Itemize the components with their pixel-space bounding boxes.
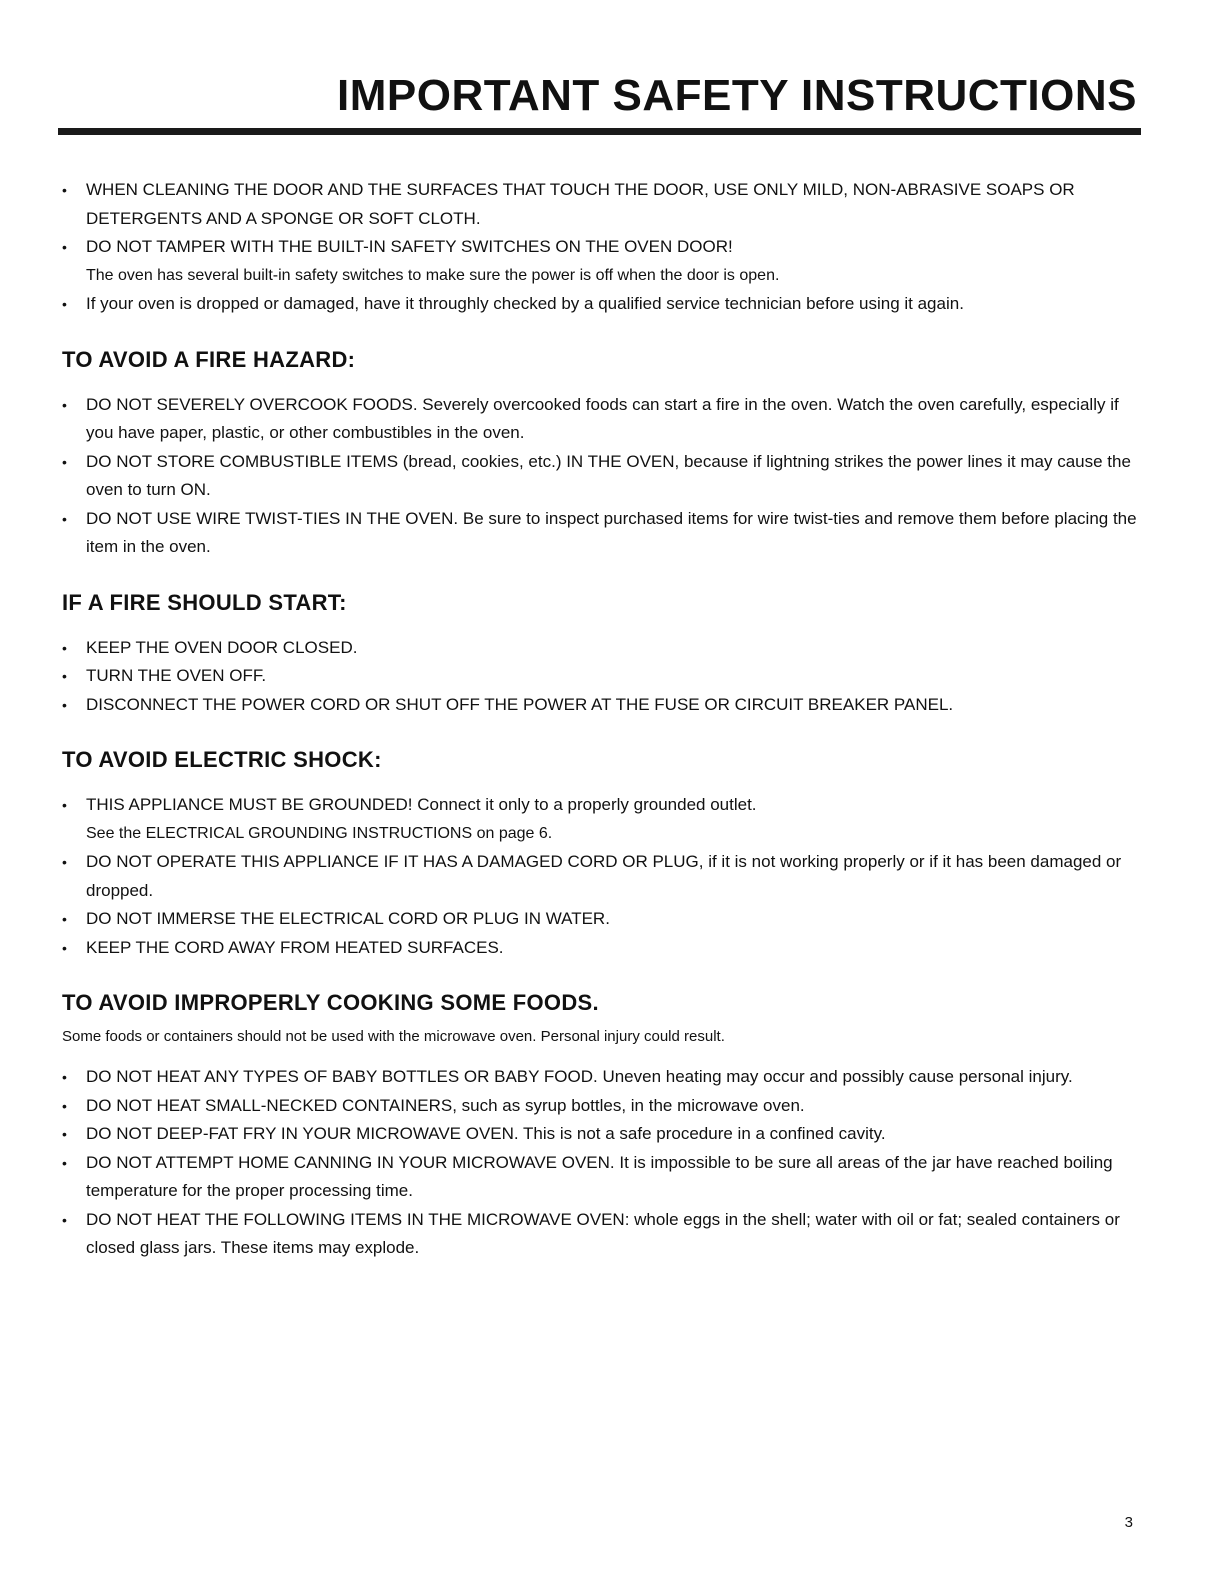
- section-heading: TO AVOID A FIRE HAZARD:: [62, 346, 356, 372]
- list-item-note: The oven has several built-in safety switches to make sure the power is off when the door is open.: [86, 266, 780, 284]
- list-item-text: If your oven is dropped or damaged, have it throughly checked by a qualified service technician before using it again.: [86, 294, 964, 313]
- bullet-dot-icon: •: [62, 239, 67, 255]
- list-item: [62, 1092, 1137, 1121]
- bullet-dot-icon: •: [62, 296, 67, 312]
- list-item-text: TURN THE OVEN OFF.: [86, 666, 267, 685]
- bullet-dot-icon: •: [62, 939, 67, 956]
- list-item: [62, 391, 1137, 448]
- list-item-text: DO NOT USE WIRE TWIST-TIES IN THE OVEN. Be sure to inspect purchased items for wire twist-ties and remove them before placing the item in the oven.: [86, 508, 1137, 556]
- bullet-dot-icon: •: [62, 639, 67, 656]
- bullet-dot-icon: •: [62, 1154, 67, 1171]
- list-item-text: KEEP THE CORD AWAY FROM HEATED SURFACES.: [86, 937, 504, 957]
- list-item: [62, 290, 1137, 319]
- section: [62, 590, 1137, 720]
- bullet-list: [62, 391, 1137, 562]
- section: [62, 347, 1137, 562]
- list-item: [62, 1149, 1137, 1206]
- section: [62, 747, 1137, 962]
- section-heading: IF A FIRE SHOULD START:: [62, 589, 347, 615]
- list-item: [62, 934, 1137, 963]
- list-item-text: DO NOT DEEP-FAT FRY IN YOUR MICROWAVE OVEN. This is not a safe procedure in a confined cavity.: [86, 1124, 886, 1143]
- bullet-dot-icon: •: [62, 1069, 67, 1085]
- list-item: [62, 791, 1137, 848]
- list-item-text: DO NOT SEVERELY OVERCOOK FOODS. Severely overcooked foods can start a fire in the oven. Watch the oven carefully, especially if you have paper, plastic, or other combustibles in the oven.: [86, 394, 1119, 442]
- list-item: [62, 848, 1137, 905]
- list-item-text: THIS APPLIANCE MUST BE GROUNDED! Connect it only to a properly grounded outlet.: [86, 795, 757, 814]
- list-item-text: DO NOT IMMERSE THE ELECTRICAL CORD OR PLUG IN WATER.: [86, 909, 610, 928]
- list-item: [62, 691, 1137, 720]
- section: [62, 176, 1137, 319]
- bullet-dot-icon: •: [62, 854, 67, 870]
- bullet-dot-icon: •: [62, 182, 67, 198]
- bullet-dot-icon: •: [62, 453, 67, 470]
- page-title: IMPORTANT SAFETY INSTRUCTIONS: [337, 71, 1137, 120]
- list-item: [62, 1063, 1137, 1092]
- bullet-list: [62, 791, 1137, 962]
- list-item: [62, 233, 1137, 290]
- bullet-list: [62, 176, 1137, 319]
- list-item-text: DO NOT HEAT ANY TYPES OF BABY BOTTLES OR BABY FOOD. Uneven heating may occur and possibly cause personal injury.: [86, 1067, 1073, 1086]
- list-item: [62, 505, 1137, 562]
- list-item-text: DO NOT ATTEMPT HOME CANNING IN YOUR MICROWAVE OVEN. It is impossible to be sure all areas of the jar have reached boiling temperature for the proper processing time.: [86, 1152, 1113, 1200]
- bullet-dot-icon: •: [62, 911, 67, 927]
- list-item-text: DO NOT HEAT SMALL-NECKED CONTAINERS, such as syrup bottles, in the microwave oven.: [86, 1095, 805, 1115]
- list-item-text: DO NOT STORE COMBUSTIBLE ITEMS (bread, cookies, etc.) IN THE OVEN, because if lightning strikes the power lines it may cause the oven to turn ON.: [86, 451, 1131, 499]
- bullet-dot-icon: •: [62, 797, 67, 813]
- list-item: [62, 634, 1137, 663]
- section-heading: TO AVOID ELECTRIC SHOCK:: [62, 747, 382, 772]
- safety-instructions-body: [62, 176, 1137, 1263]
- list-item: [62, 1120, 1137, 1149]
- section: [62, 990, 1137, 1263]
- list-item-note: See the ELECTRICAL GROUNDING INSTRUCTIONS on page 6.: [86, 824, 553, 842]
- list-item: [62, 905, 1137, 934]
- title-divider: [58, 128, 1141, 135]
- bullet-dot-icon: •: [62, 396, 67, 413]
- bullet-dot-icon: •: [62, 696, 67, 713]
- list-item: [62, 1206, 1137, 1263]
- bullet-list: [62, 1063, 1137, 1263]
- bullet-list: [62, 634, 1137, 720]
- bullet-dot-icon: •: [62, 1097, 67, 1114]
- list-item-text: WHEN CLEANING THE DOOR AND THE SURFACES THAT TOUCH THE DOOR, USE ONLY MILD, NON-ABRASIVE SOAPS OR DETERGENTS AND A SPONGE OR SOFT CLOTH.: [86, 180, 1075, 228]
- list-item-text: DO NOT TAMPER WITH THE BUILT-IN SAFETY SWITCHES ON THE OVEN DOOR!: [86, 237, 733, 256]
- bullet-dot-icon: •: [62, 510, 67, 527]
- list-item-text: DO NOT OPERATE THIS APPLIANCE IF IT HAS A DAMAGED CORD OR PLUG, if it is not working properly or if it has been damaged or dropped.: [86, 852, 1122, 900]
- section-intro: Some foods or containers should not be used with the microwave oven. Personal injury could result.: [62, 1028, 725, 1045]
- list-item: [62, 662, 1137, 691]
- bullet-dot-icon: •: [62, 1211, 67, 1228]
- bullet-dot-icon: •: [62, 1126, 67, 1142]
- bullet-dot-icon: •: [62, 668, 67, 684]
- list-item-text: DO NOT HEAT THE FOLLOWING ITEMS IN THE MICROWAVE OVEN: whole eggs in the shell; water with oil or fat; sealed containers or closed glass jars. These items may explode.: [86, 1209, 1120, 1257]
- list-item: [62, 448, 1137, 505]
- page-number: 3: [1124, 1514, 1133, 1531]
- list-item: [62, 176, 1137, 233]
- list-item-text: DISCONNECT THE POWER CORD OR SHUT OFF THE POWER AT THE FUSE OR CIRCUIT BREAKER PANEL.: [86, 694, 954, 714]
- section-heading: TO AVOID IMPROPERLY COOKING SOME FOODS.: [62, 990, 599, 1015]
- list-item-text: KEEP THE OVEN DOOR CLOSED.: [86, 637, 358, 657]
